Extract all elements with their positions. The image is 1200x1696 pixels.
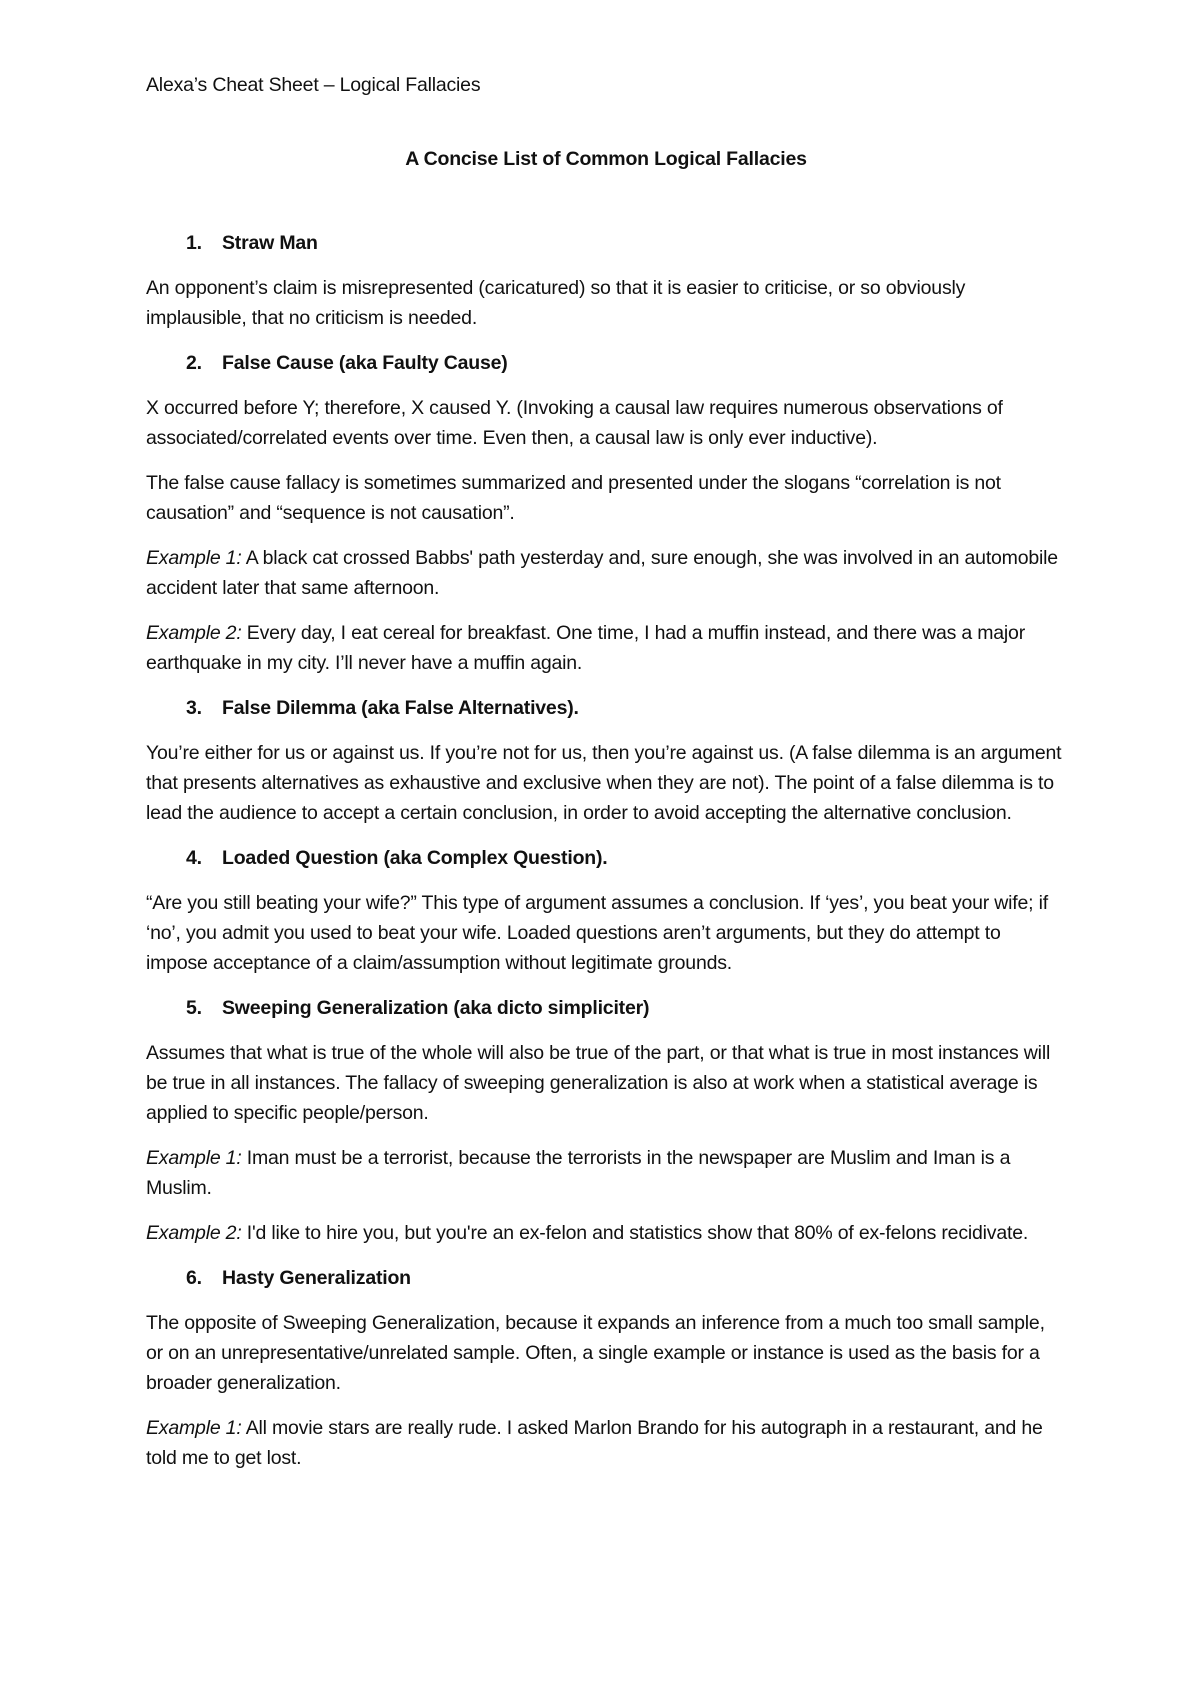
section-paragraph: The opposite of Sweeping Generalization, because it expands an inference from a much too small sample, or on an unrepresentative/unrelated sample. Often, a single example or instance is used as the basis for a broader generalization. [146, 1312, 1045, 1394]
section-number: 2. [186, 352, 202, 374]
section-number: 4. [186, 847, 202, 869]
section-paragraph: You’re either for us or against us. If you’re not for us, then you’re against us. (A false dilemma is an argument that presents alternatives as exhaustive and exclusive when they are not). The point of a false dilemma is to lead the audience to accept a certain conclusion, in order to avoid accepting the alternative conclusion. [146, 742, 1062, 824]
section-paragraph: Assumes that what is true of the whole will also be true of the part, or that what is true in most instances will be true in all instances. The fallacy of sweeping generalization is also at work when a statistical average is applied to specific people/person. [146, 1042, 1051, 1124]
example-text: Iman must be a terrorist, because the terrorists in the newspaper are Muslim and Iman is a Muslim. [146, 1147, 1011, 1199]
section-number: 6. [186, 1267, 202, 1289]
section-heading [146, 993, 1066, 1023]
example-paragraph [146, 1143, 1066, 1203]
section-loaded-question [146, 843, 1066, 978]
section-hasty-generalization [146, 1263, 1066, 1473]
section-false-cause [146, 348, 1066, 678]
section-paragraph: An opponent’s claim is misrepresented (caricatured) so that it is easier to criticise, or so obviously implausible, that no criticism is needed. [146, 277, 966, 329]
example-paragraph [146, 1218, 1066, 1248]
example-paragraph [146, 543, 1066, 603]
example-label: Example 1: [146, 547, 242, 569]
section-title: Hasty Generalization [222, 1267, 411, 1289]
example-text: Every day, I eat cereal for breakfast. One time, I had a muffin instead, and there was a major earthquake in my city. I’ll never have a muffin again. [146, 622, 1025, 674]
section-title: Straw Man [222, 232, 318, 254]
example-text: A black cat crossed Babbs' path yesterday and, sure enough, she was involved in an automobile accident later that same afternoon. [146, 547, 1058, 599]
section-title: Sweeping Generalization (aka dicto simpliciter) [222, 997, 650, 1019]
example-text: All movie stars are really rude. I asked Marlon Brando for his autograph in a restaurant, and he told me to get lost. [146, 1417, 1043, 1469]
section-paragraph: X occurred before Y; therefore, X caused Y. (Invoking a causal law requires numerous observations of associated/correlated events over time. Even then, a causal law is only ever inductive). [146, 397, 1003, 449]
section-sweeping-generalization [146, 993, 1066, 1248]
section-title: Loaded Question (aka Complex Question). [222, 847, 608, 869]
section-heading [146, 1263, 1066, 1293]
example-label: Example 2: [146, 622, 242, 644]
section-number: 1. [186, 232, 202, 254]
example-label: Example 1: [146, 1417, 242, 1439]
example-text: I'd like to hire you, but you're an ex-felon and statistics show that 80% of ex-felons recidivate. [241, 1222, 1029, 1244]
section-straw-man [146, 228, 1066, 333]
document-title: A Concise List of Common Logical Fallacies [405, 148, 807, 170]
section-heading [146, 693, 1066, 723]
section-heading [146, 228, 1066, 258]
section-paragraph: “Are you still beating your wife?” This type of argument assumes a conclusion. If ‘yes’, you beat your wife; if ‘no’, you admit you used to beat your wife. Loaded questions aren’t arguments, but they do attempt to impose acceptance of a claim/assumption without legitimate grounds. [146, 892, 1048, 974]
example-label: Example 1: [146, 1147, 242, 1169]
document-page [146, 70, 1066, 1488]
section-false-dilemma [146, 693, 1066, 828]
example-paragraph [146, 1413, 1066, 1473]
document-header: Alexa’s Cheat Sheet – Logical Fallacies [146, 74, 481, 96]
section-heading [146, 348, 1066, 378]
example-paragraph [146, 618, 1066, 678]
section-number: 5. [186, 997, 202, 1019]
section-title: False Cause (aka Faulty Cause) [222, 352, 508, 374]
section-paragraph: The false cause fallacy is sometimes summarized and presented under the slogans “correlation is not causation” and “sequence is not causation”. [146, 472, 1001, 524]
section-title: False Dilemma (aka False Alternatives). [222, 697, 579, 719]
example-label: Example 2: [146, 1222, 242, 1244]
section-heading [146, 843, 1066, 873]
section-number: 3. [186, 697, 202, 719]
